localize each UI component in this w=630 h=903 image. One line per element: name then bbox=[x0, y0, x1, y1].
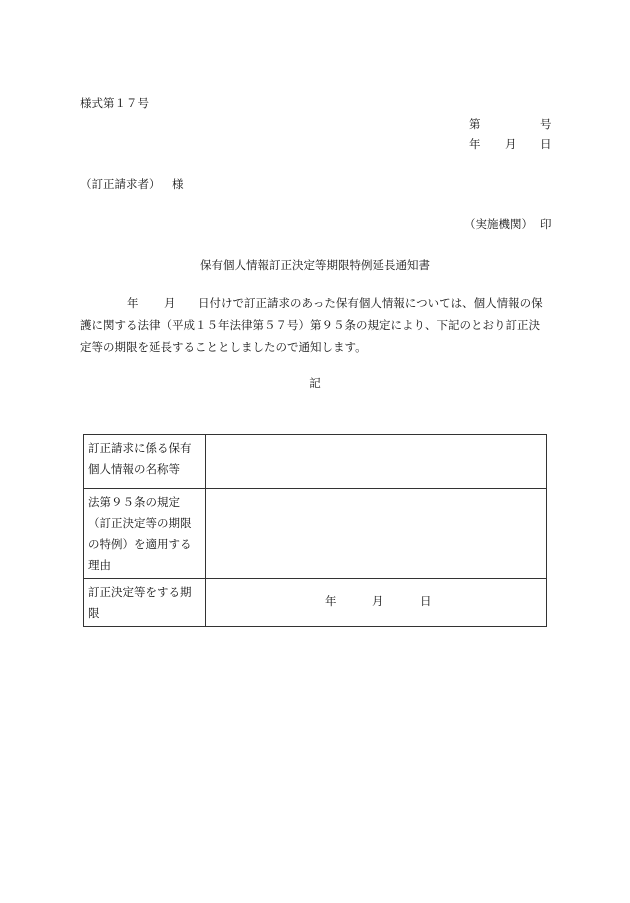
table-row bbox=[84, 579, 547, 627]
issue-date-year: 年 bbox=[469, 137, 481, 151]
issuer: （実施機関） bbox=[464, 217, 533, 231]
body-line-2: 護に関する法律（平成１５年法律第５７号）第９５条の規定により、下記のとおり訂正決 bbox=[80, 318, 540, 332]
document-number-suffix: 号 bbox=[540, 117, 552, 131]
deadline-month: 月 bbox=[372, 594, 384, 608]
recipient-honorific: 様 bbox=[172, 177, 184, 191]
body-text-1: 日付けで訂正請求のあった保有個人情報については、個人情報の保 bbox=[198, 296, 543, 310]
form-number: 様式第１７号 bbox=[80, 96, 149, 110]
body-line-3: 定等の期限を延長することとしましたので通知します。 bbox=[80, 340, 367, 354]
ki-heading: 記 bbox=[309, 376, 321, 390]
row-value-deadline bbox=[206, 579, 547, 627]
seal-mark: 印 bbox=[540, 217, 552, 231]
body-date-year: 年 bbox=[127, 296, 139, 310]
row-value-reason bbox=[206, 489, 547, 579]
recipient: （訂正請求者） bbox=[80, 177, 161, 191]
deadline-year: 年 bbox=[325, 594, 337, 608]
document-number-prefix: 第 bbox=[469, 117, 481, 131]
table-row bbox=[84, 489, 547, 579]
issue-date-day: 日 bbox=[540, 137, 552, 151]
info-table bbox=[83, 434, 547, 627]
body-date-month: 月 bbox=[164, 296, 176, 310]
row-value-info-name bbox=[206, 435, 547, 489]
row-label-info-name: 訂正請求に係る保有個人情報の名称等 bbox=[84, 435, 206, 489]
table-row bbox=[84, 435, 547, 489]
document-title: 保有個人情報訂正決定等期限特例延長通知書 bbox=[200, 258, 430, 272]
deadline-day: 日 bbox=[420, 594, 432, 608]
issue-date-month: 月 bbox=[505, 137, 517, 151]
row-label-reason: 法第９５条の規定（訂正決定等の期限の特例）を適用する理由 bbox=[84, 489, 206, 579]
row-label-deadline: 訂正決定等をする期限 bbox=[84, 579, 206, 627]
